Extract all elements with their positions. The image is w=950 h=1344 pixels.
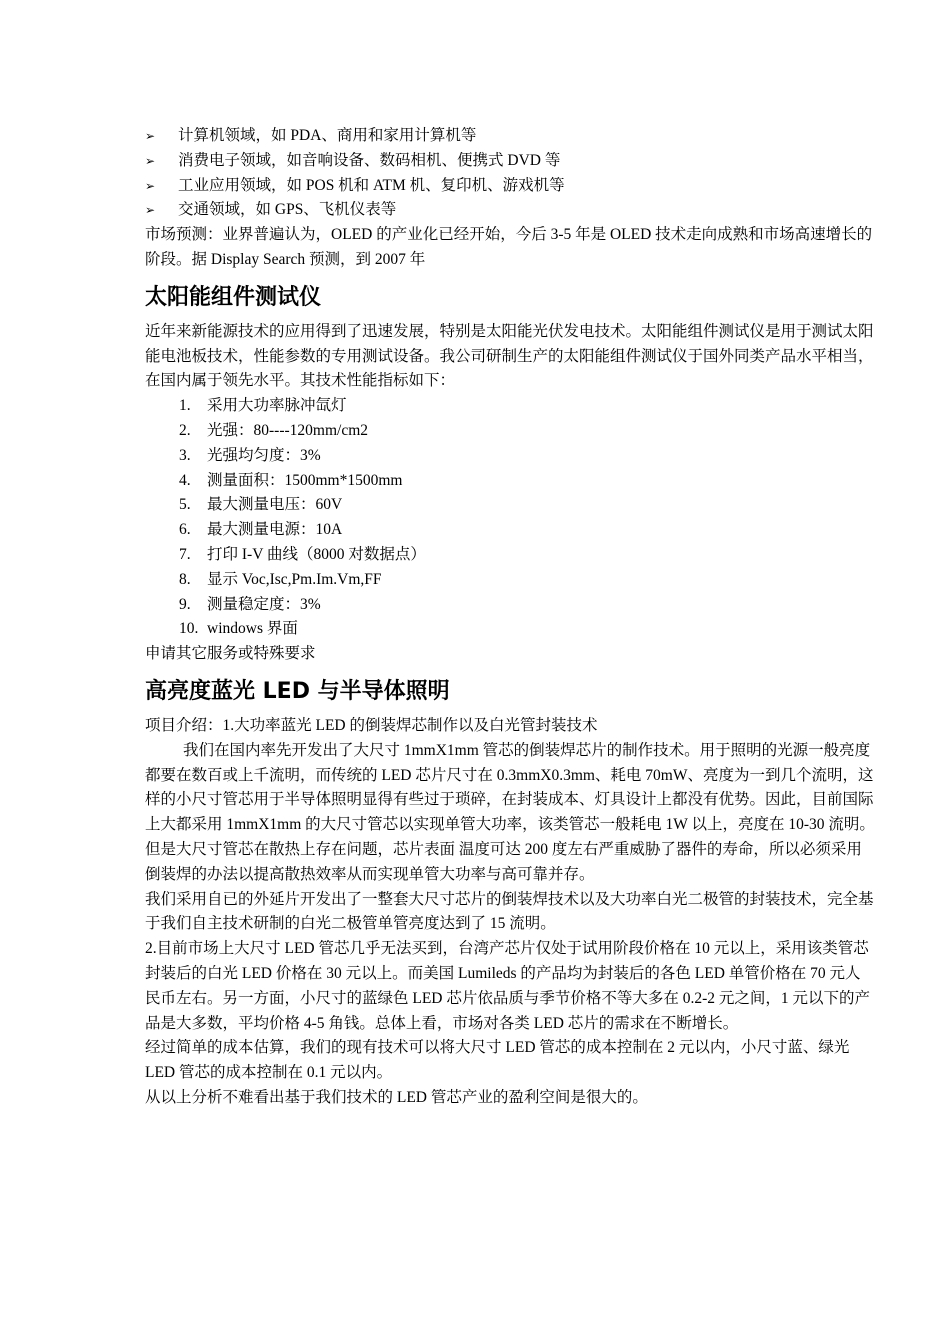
bullet-item [145, 198, 875, 223]
spec-number: 7. [179, 545, 191, 563]
document-page [145, 124, 875, 1111]
spec-number: 2. [179, 421, 191, 439]
spec-number: 10. [179, 620, 199, 638]
bullet-item [145, 149, 875, 174]
spec-number: 9. [179, 595, 191, 613]
led-paragraph-5: 从以上分析不难看出基于我们技术的 LED 管芯产业的盈利空间是很大的。 [145, 1088, 648, 1106]
spec-item [145, 444, 875, 469]
spec-item [145, 568, 875, 593]
spec-text: 光强：80----120mm/cm2 [207, 421, 369, 439]
spec-item [145, 518, 875, 543]
arrow-bullet-icon: ➢ [145, 153, 156, 168]
spec-text: 测量稳定度：3% [207, 595, 321, 613]
market-forecast-paragraph: 市场预测：业界普遍认为，OLED 的产业化已经开始，今后 3-5 年是 OLED 技术走向成熟和市场高速增长的阶段。据 Display Search 预测，到 2007 年 [145, 226, 873, 268]
solar-tester-heading: 太阳能组件测试仪 [145, 284, 322, 310]
spec-text: 最大测量电源：10A [207, 521, 343, 539]
spec-item [145, 593, 875, 618]
arrow-bullet-icon: ➢ [145, 129, 156, 143]
spec-number: 1. [179, 397, 191, 415]
solar-closing-line: 申请其它服务或特殊要求 [145, 645, 316, 663]
arrow-bullet-icon: ➢ [145, 203, 156, 218]
led-heading: 高亮度蓝光 LED 与半导体照明 [145, 678, 450, 704]
arrow-bullet-icon: ➢ [145, 178, 156, 193]
spec-item [145, 617, 875, 642]
spec-number: 5. [179, 496, 191, 514]
application-bullet-list [145, 124, 875, 223]
spec-item [145, 493, 875, 518]
led-paragraph-2: 我们采用自已的外延片开发出了一整套大尺寸芯片的倒装焊技术以及大功率白光二极管的封装技术，完全基于我们自主技术研制的白光二极管单管亮度达到了 15 流明。 [145, 890, 874, 933]
spec-number: 4. [179, 471, 191, 489]
bullet-text: 交通领域，如 GPS、飞机仪表等 [178, 201, 397, 219]
solar-intro-paragraph: 近年来新能源技术的应用得到了迅速发展，特别是太阳能光伏发电技术。太阳能组件测试仪是用于测试太阳能电池板技术，性能参数的专用测试设备。我公司研制生产的太阳能组件测试仪于国外同类产品水平相当，在国内属于领先水平。其技术性能指标如下： [145, 322, 874, 390]
spec-item [145, 394, 875, 419]
led-paragraph-4: 经过简单的成本估算，我们的现有技术可以将大尺寸 LED 管芯的成本控制在 2 元以内，小尺寸蓝、绿光 LED 管芯的成本控制在 0.1 元以内。 [145, 1039, 850, 1082]
spec-text: 最大测量电压：60V [207, 496, 343, 514]
spec-number: 3. [179, 446, 191, 464]
spec-text: 测量面积：1500mm*1500mm [207, 471, 403, 489]
led-paragraph-3: 2.目前市场上大尺寸 LED 管芯几乎无法买到，台湾产芯片仅处于试用阶段价格在 10 元以上，采用该类管芯封装后的白光 LED 价格在 30 元以上。而美国 Lumileds 的产品均为封装后的各色 LED 单管价格在 70 元人民币左右。另一方面，小尺寸的蓝绿色 LED 芯片依品质与季节价格不等大多在 0.2-2 元之间，1 元以下的产品是大多数，平均价格 4-5 角钱。总体上看，市场对各类 LED 芯片的需求在不断增长。 [145, 940, 871, 1032]
spec-text: 打印 I-V 曲线（8000 对数据点） [207, 545, 426, 563]
spec-item [145, 469, 875, 494]
bullet-text: 计算机领域，如 PDA、商用和家用计算机等 [178, 127, 477, 144]
spec-number: 8. [179, 570, 191, 588]
solar-spec-list [145, 394, 875, 642]
bullet-item [145, 124, 875, 149]
spec-item [145, 419, 875, 444]
spec-text: 显示 Voc,Isc,Pm.Im.Vm,FF [207, 570, 382, 588]
bullet-item [145, 174, 875, 199]
led-project-intro: 项目介绍：1.大功率蓝光 LED 的倒装焊芯制作以及白光管封装技术 [145, 716, 598, 734]
spec-text: windows 界面 [207, 620, 298, 638]
spec-text: 采用大功率脉冲氙灯 [207, 397, 347, 415]
bullet-text: 消费电子领域，如音响设备、数码相机、便携式 DVD 等 [178, 151, 561, 169]
bullet-text: 工业应用领域，如 POS 机和 ATM 机、复印机、游戏机等 [178, 176, 565, 194]
led-paragraph-1: 我们在国内率先开发出了大尺寸 1mmX1mm 管芯的倒装焊芯片的制作技术。用于照明的光源一般亮度都要在数百或上千流明，而传统的 LED 芯片尺寸在 0.3mmX0.3mm、耗电 70mW、亮度为一到几个流明，这样的小尺寸管芯用于半导体照明显得有些过于琐碎，在封装成本、灯具设计上都没有优势。因此，目前国际上大都采用 1mmX1mm 的大尺寸管芯以实现单管大功率，该类管芯一般耗电 1W 以上，亮度在 10-30 流明。但是大尺寸管芯在散热上存在问题，芯片表面 温度可达 200 度左右严重威胁了器件的寿命，所以必须采用倒装焊的办法以提高散热效率从而实现单管大功率与高可靠并存。 [145, 741, 875, 883]
spec-item [145, 543, 875, 568]
spec-text: 光强均匀度：3% [207, 446, 321, 464]
spec-number: 6. [179, 521, 191, 539]
